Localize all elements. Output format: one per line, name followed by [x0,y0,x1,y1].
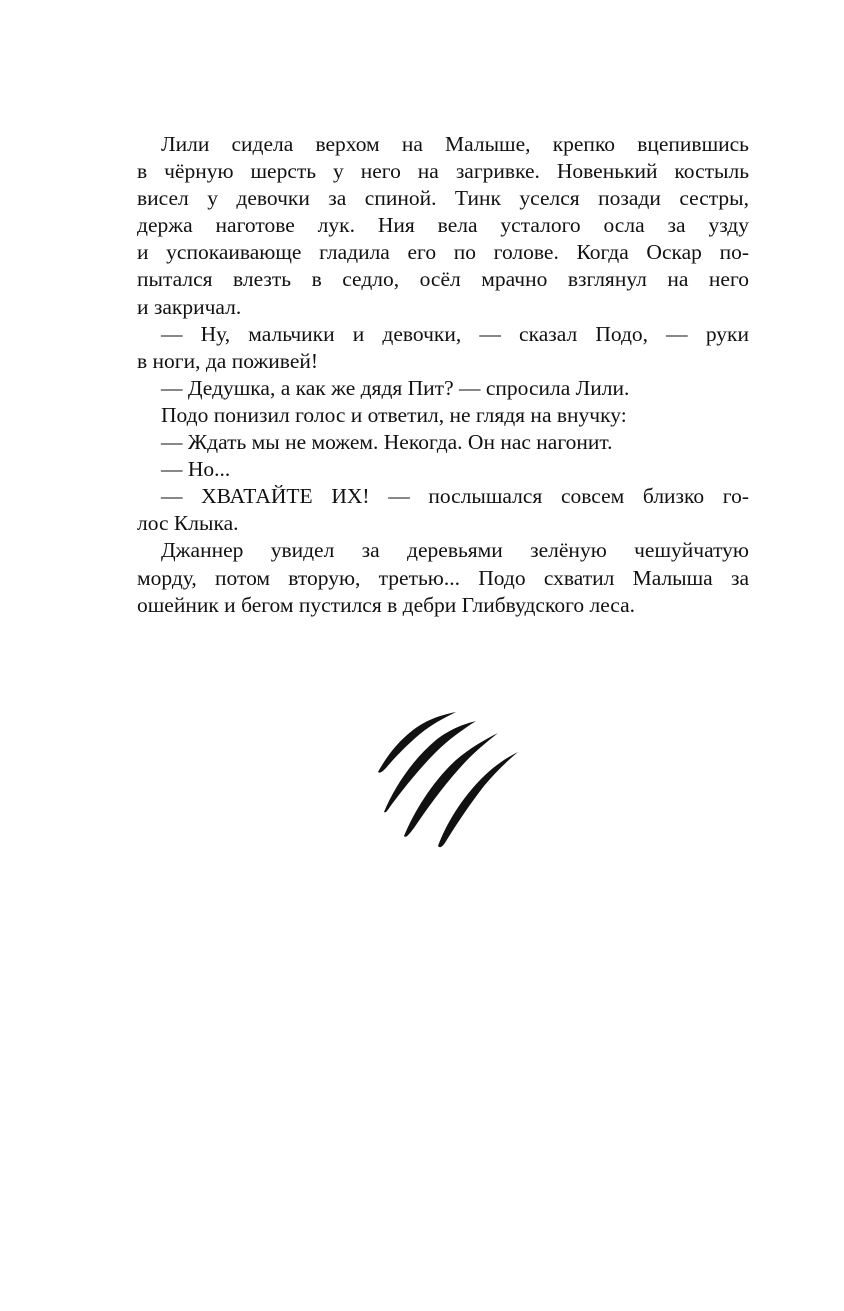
text-line-14: — ХВАТАЙТЕ ИХ! — послышался совсем близко го- [161,484,749,509]
text-line-11: Подо понизил голос и ответил, не глядя на внучку: [161,402,627,427]
text-line-17: морду, потом вторую, третью... Подо схватил Малыша за [137,565,749,590]
text-line-12: — Ждать мы не можем. Некогда. Он нас нагонит. [161,430,613,455]
text-line-18: ошейник и бегом пустился в дебри Глибвудского леса. [137,592,636,617]
text-line-7: и закричал. [137,294,242,319]
claw-marks-icon [374,708,520,852]
text-line-6: пытался влезть в седло, осёл мрачно взглянул на него [137,267,749,292]
body-text [137,131,749,619]
text-line-16: Джаннер увидел за деревьями зелёную чешуйчатую [161,538,749,563]
text-line-2: в чёрную шерсть у него на загривке. Новенький костыль [137,159,749,184]
text-line-4: держа наготове лук. Ния вела усталого осла за узду [137,213,749,238]
text-line-1: Лили сидела верхом на Малыше, крепко вцепившись [161,132,749,156]
text-line-13: — Но... [161,457,231,482]
text-line-3: висел у девочки за спиной. Тинк уселся позади сестры, [137,186,749,211]
text-line-10: — Дедушка, а как же дядя Пит? — спросила Лили. [161,375,630,400]
text-line-9: в ноги, да поживей! [137,348,319,373]
text-line-8: — Ну, мальчики и девочки, — сказал Подо, — руки [161,321,749,346]
text-line-5: и успокаивающе гладила его по голове. Когда Оскар по- [137,240,749,265]
text-line-15: лос Клыка. [137,511,239,536]
